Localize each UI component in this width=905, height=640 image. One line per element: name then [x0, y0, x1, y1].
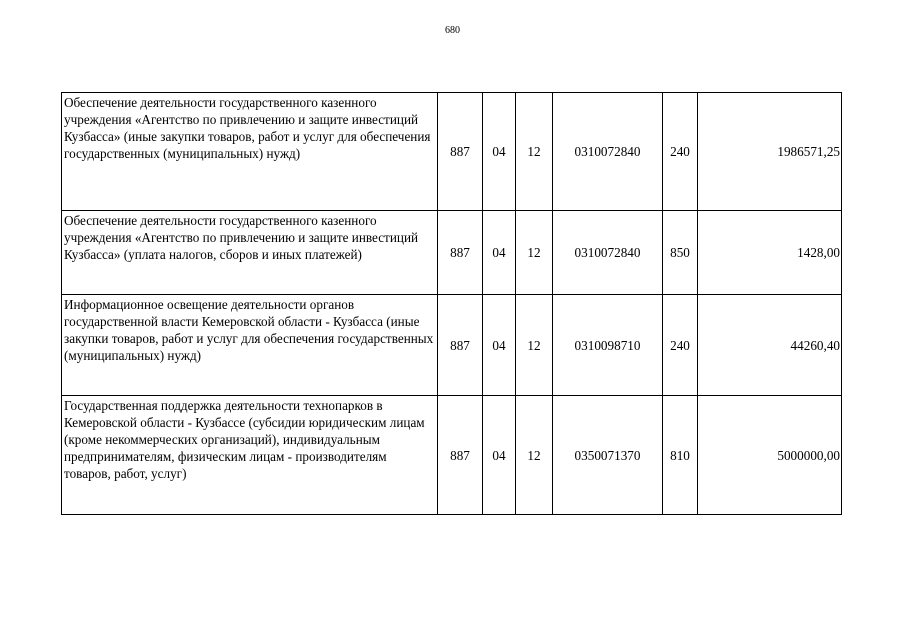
- expense-type-code: 850: [663, 211, 698, 295]
- row-description: Обеспечение деятельности государственного казенного учреждения «Агентство по привлечению и защите инвестиций Кузбасса» (уплата налогов, сборов и иных платежей): [62, 211, 438, 295]
- subsection-code: 12: [516, 396, 553, 515]
- row-description: Обеспечение деятельности государственного казенного учреждения «Агентство по привлечению и защите инвестиций Кузбасса» (иные закупки товаров, работ и услуг для обеспечения государственных (муниципальных) нужд): [62, 93, 438, 211]
- table-row: [62, 93, 842, 211]
- section-code: 04: [483, 93, 516, 211]
- amount-value: 1428,00: [698, 211, 842, 295]
- target-article-code: 0350071370: [553, 396, 663, 515]
- expense-type-code: 240: [663, 295, 698, 396]
- amount-value: 5000000,00: [698, 396, 842, 515]
- ministry-code: 887: [438, 93, 483, 211]
- ministry-code: 887: [438, 295, 483, 396]
- section-code: 04: [483, 396, 516, 515]
- amount-value: 1986571,25: [698, 93, 842, 211]
- subsection-code: 12: [516, 211, 553, 295]
- row-description: Государственная поддержка деятельности технопарков в Кемеровской области - Кузбассе (субсидии юридическим лицам (кроме некоммерческих организаций), индивидуальным предпринимателям, физическим лицам - производителям товаров, работ, услуг): [62, 396, 438, 515]
- table-row: [62, 396, 842, 515]
- expense-type-code: 810: [663, 396, 698, 515]
- row-description: Информационное освещение деятельности органов государственной власти Кемеровской области - Кузбасса (иные закупки товаров, работ и услуг для обеспечения государственных (муниципальных) нужд): [62, 295, 438, 396]
- target-article-code: 0310098710: [553, 295, 663, 396]
- subsection-code: 12: [516, 295, 553, 396]
- table-row: [62, 211, 842, 295]
- table-row: [62, 295, 842, 396]
- amount-value: 44260,40: [698, 295, 842, 396]
- page-number: 680: [445, 25, 460, 36]
- section-code: 04: [483, 295, 516, 396]
- budget-table: [61, 92, 842, 515]
- section-code: 04: [483, 211, 516, 295]
- ministry-code: 887: [438, 396, 483, 515]
- ministry-code: 887: [438, 211, 483, 295]
- target-article-code: 0310072840: [553, 211, 663, 295]
- subsection-code: 12: [516, 93, 553, 211]
- expense-type-code: 240: [663, 93, 698, 211]
- target-article-code: 0310072840: [553, 93, 663, 211]
